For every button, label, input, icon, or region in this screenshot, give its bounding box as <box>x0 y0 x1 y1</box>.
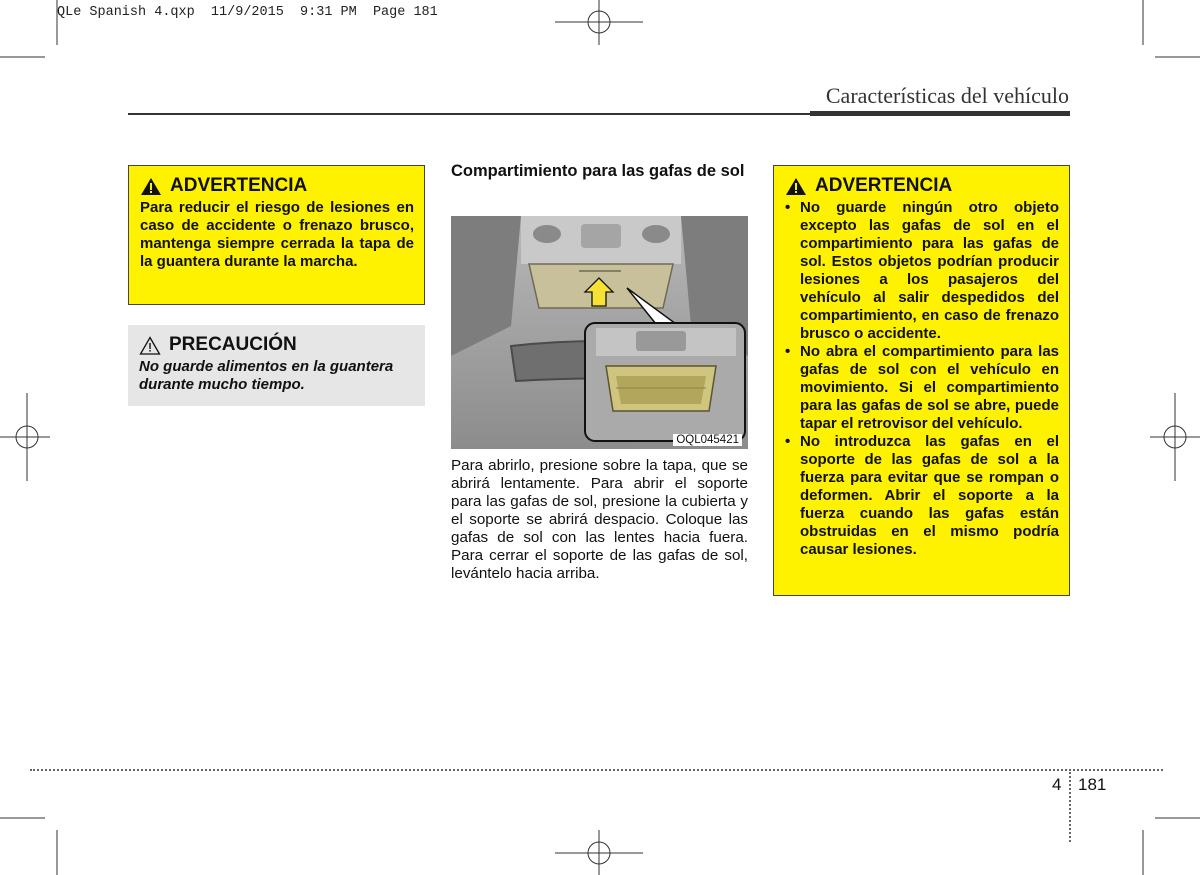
caution-text: No guarde alimentos en la guantera durante mucho tiempo. <box>139 358 394 393</box>
sunglass-holder-illustration <box>451 216 748 449</box>
warning-title-text: ADVERTENCIA <box>815 175 953 196</box>
header-rule-thick <box>810 111 1070 116</box>
warning-list <box>785 199 1059 559</box>
figure-code: OQL045421 <box>673 434 742 446</box>
header-rule <box>128 113 810 115</box>
warning-text-left: Para reducir el riesgo de lesiones en caso de accidente o frenazo brusco, mantenga siempre cerrada la tapa de la guantera durante la marcha. <box>140 199 414 270</box>
chapter-number: 4 <box>1052 775 1062 794</box>
warning-triangle-icon <box>785 177 807 196</box>
warning-item: • No guarde ningún otro objeto excepto las gafas de sol en el compartimiento para las gafas de sol. Estos objetos podrían producir lesiones a los pasajeros del vehículo al salir despedidos del compartimiento, en caso de frenazo brusco o accidente. <box>785 199 1059 343</box>
overhead-console-drawing <box>451 216 748 449</box>
footer-dotted-rule <box>30 769 1163 771</box>
warning-box-left <box>128 165 425 305</box>
instructions-paragraph: Para abrirlo, presione sobre la tapa, que se abrirá lentamente. Para abrir el soporte para las gafas de sol, presione la cubierta y el soporte se abrirá despacio. Coloque las gafas de sol con las lentes hacia fuera. Para cerrar el soporte de las gafas de sol, levántelo hacia arriba. <box>451 457 748 582</box>
page-number: 181 <box>1078 775 1107 794</box>
warning-triangle-icon <box>140 177 162 196</box>
section-header-title: Características del vehículo <box>825 83 1069 108</box>
warning-item: • No introduzca las gafas en el soporte de las gafas de sol a la fuerza para evitar que se rompan o deformen. Abrir el soporte a la fuerza cuando las gafas están obstruidas en el mismo podría causar lesiones. <box>785 433 1059 559</box>
caution-box <box>128 325 425 406</box>
warning-title-right <box>785 175 1059 197</box>
footer-dotted-divider <box>1069 772 1071 842</box>
caution-title-text: PRECAUCIÓN <box>169 334 297 355</box>
caution-title <box>139 334 415 356</box>
warning-item: • No abra el compartimiento para las gafas de sol con el vehículo en movimiento. Si el compartimiento para las gafas de sol se abre, puede tapar el retrovisor del vehículo. <box>785 343 1059 433</box>
sunglass-compartment-title: Compartimiento para las gafas de sol <box>451 162 745 180</box>
warning-box-right <box>773 165 1070 596</box>
warning-title-text: ADVERTENCIA <box>170 175 308 196</box>
print-slug: QLe Spanish 4.qxp 11/9/2015 9:31 PM Page 181 <box>57 5 438 20</box>
warning-title-left <box>140 175 414 197</box>
caution-triangle-icon <box>139 336 161 355</box>
